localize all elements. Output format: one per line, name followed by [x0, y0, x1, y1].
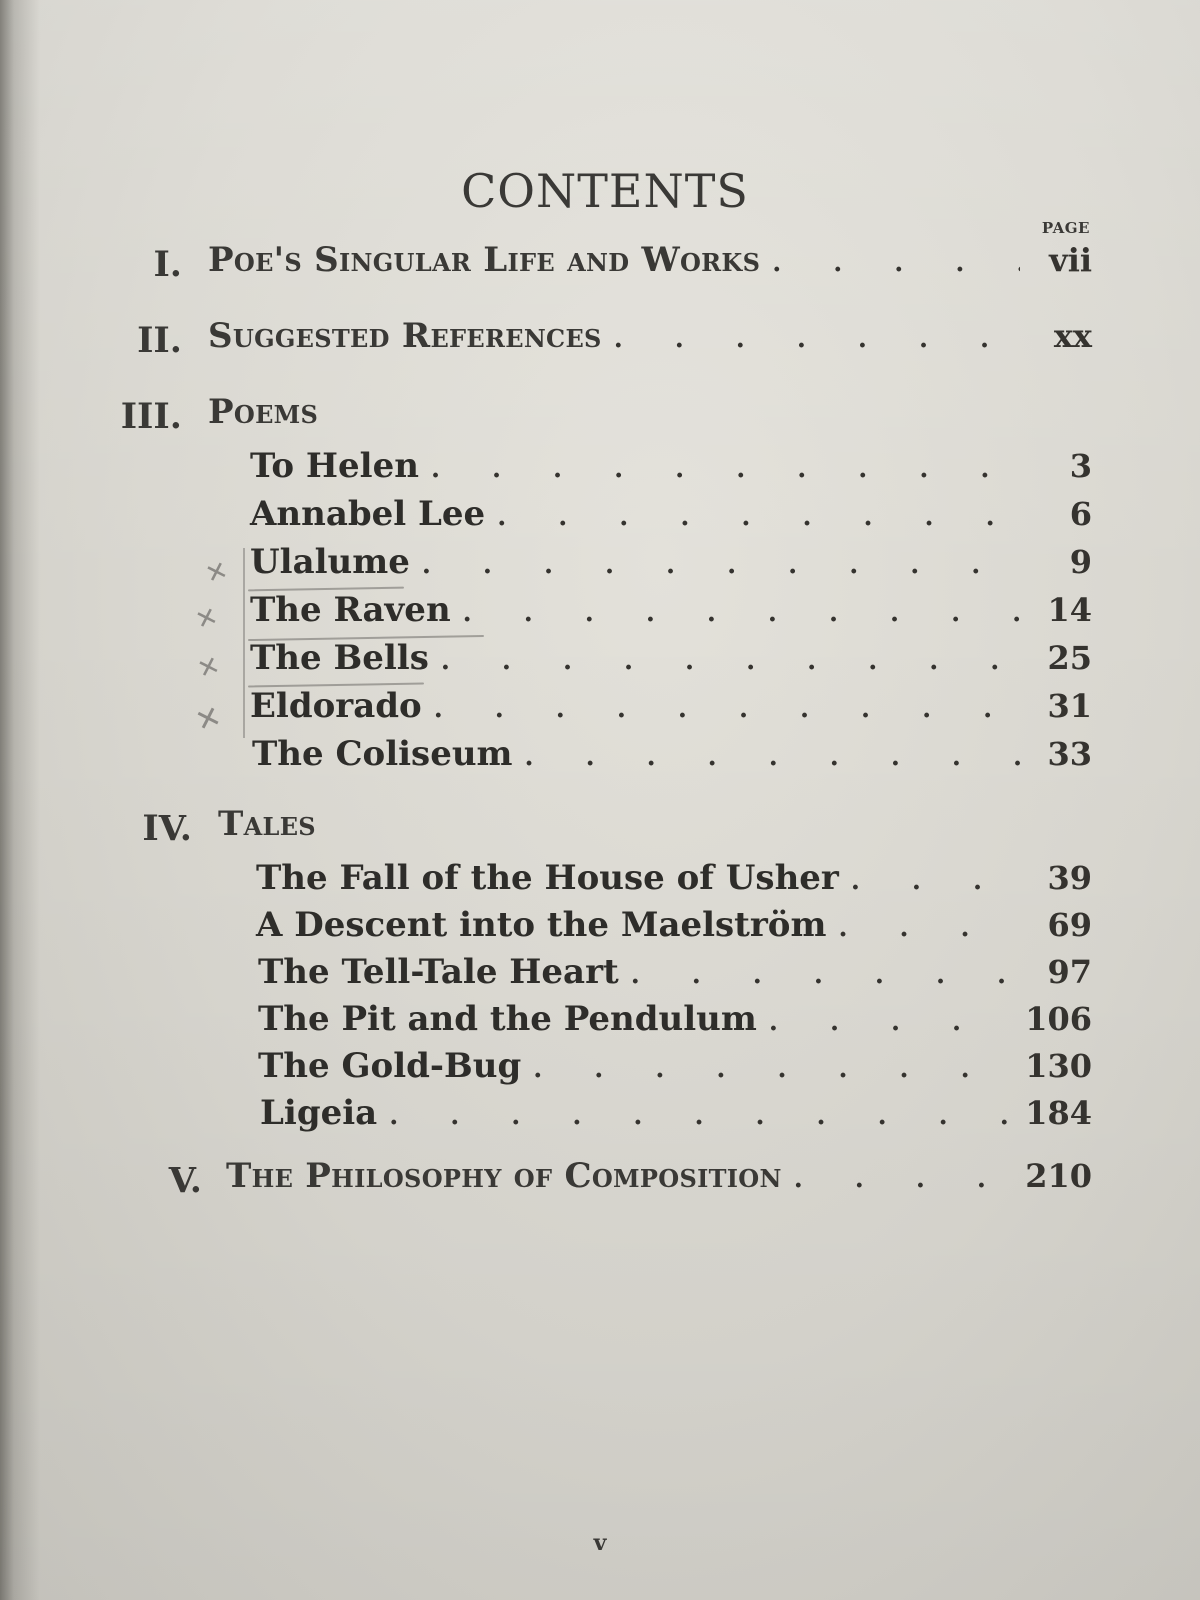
entry-title: The Tell-Tale Heart	[258, 952, 619, 992]
section-numeral: I.	[153, 244, 182, 285]
toc-row-section-3[interactable]	[208, 392, 1092, 440]
dot-leader	[602, 324, 1020, 354]
dot-leader	[485, 502, 1020, 532]
page-number: 14	[1047, 591, 1092, 629]
toc-row-tale[interactable]	[258, 952, 1092, 1000]
pencil-check-icon: ✕	[201, 555, 232, 591]
page-number: 39	[1047, 859, 1092, 897]
entry-title: A Descent into the Maelström	[256, 905, 827, 945]
page-number: 31	[1047, 687, 1092, 725]
toc-row-tale[interactable]	[258, 999, 1092, 1047]
dot-leader	[521, 1054, 1013, 1084]
page-number: 9	[1069, 543, 1092, 581]
page-number: 97	[1047, 953, 1092, 991]
page-number: 6	[1069, 495, 1092, 533]
entry-title: The Coliseum	[252, 734, 513, 774]
entry-title: The Gold-Bug	[258, 1046, 522, 1086]
toc-row-poem[interactable]	[250, 446, 1092, 494]
dot-leader	[760, 248, 1020, 278]
section-title: Poems	[208, 392, 319, 432]
dot-leader	[826, 913, 1020, 943]
dot-leader	[422, 694, 1020, 724]
entry-title: Ulalume	[250, 542, 410, 582]
dot-leader	[377, 1101, 1013, 1131]
entry-title: Ligeia	[260, 1093, 378, 1133]
page-number: 184	[1025, 1094, 1092, 1132]
dot-leader	[410, 550, 1020, 580]
section-title: Suggested References	[208, 316, 602, 356]
page-number: 130	[1025, 1047, 1092, 1085]
page-number: 106	[1025, 1000, 1092, 1038]
toc-row-section-2[interactable]	[208, 316, 1092, 364]
toc-row-poem[interactable]	[250, 494, 1092, 542]
toc-row-tale[interactable]	[256, 905, 1092, 953]
entry-title: The Pit and the Pendulum	[258, 999, 757, 1039]
entry-title: Annabel Lee	[250, 494, 486, 534]
toc-row-poem[interactable]	[250, 638, 1092, 686]
pencil-check-icon: ✕	[191, 698, 226, 741]
dot-leader	[429, 646, 1020, 676]
entry-title: The Bells	[250, 638, 429, 678]
page-number: 25	[1047, 639, 1092, 677]
entry-title: The Fall of the House of Usher	[256, 858, 839, 898]
entry-title: Eldorado	[250, 686, 422, 726]
page-number: 69	[1047, 906, 1092, 944]
page-number: 3	[1069, 447, 1092, 485]
pencil-margin-line	[243, 548, 245, 738]
page-number: 33	[1047, 735, 1092, 773]
entry-title: To Helen	[250, 446, 419, 486]
page-number: vii	[1049, 241, 1092, 279]
dot-leader	[419, 454, 1020, 484]
toc-row-poem[interactable]	[252, 734, 1092, 782]
section-title: The Philosophy of Composition	[226, 1156, 782, 1196]
toc-row-tale[interactable]	[260, 1093, 1092, 1141]
dot-leader	[451, 598, 1020, 628]
dot-leader	[513, 742, 1020, 772]
section-numeral: II.	[137, 320, 182, 361]
toc-row-poem[interactable]	[250, 686, 1092, 734]
toc-row-section-1[interactable]	[208, 240, 1092, 288]
section-numeral: III.	[120, 396, 182, 437]
dot-leader	[757, 1007, 1013, 1037]
toc-row-tale[interactable]	[256, 858, 1092, 906]
toc-row-poem[interactable]	[250, 590, 1092, 638]
page-folio: v	[593, 1530, 607, 1556]
pencil-check-icon: ✕	[193, 650, 224, 686]
dot-leader	[782, 1164, 1013, 1194]
dot-leader	[839, 866, 1020, 896]
entry-title: The Raven	[250, 590, 451, 630]
toc-row-tale[interactable]	[258, 1046, 1092, 1094]
page-number: 210	[1025, 1157, 1092, 1195]
pencil-check-icon: ✕	[191, 601, 222, 637]
section-title: Poe's Singular Life and Works	[208, 240, 761, 280]
dot-leader	[619, 960, 1020, 990]
toc-row-section-4[interactable]	[218, 804, 1092, 852]
page-column-label: PAGE	[1041, 219, 1090, 237]
contents-title: CONTENTS	[461, 164, 749, 218]
section-title: Tales	[218, 804, 316, 844]
page-number: xx	[1053, 317, 1092, 355]
section-numeral: V.	[168, 1160, 202, 1201]
toc-row-section-5[interactable]	[226, 1156, 1092, 1204]
section-numeral: IV.	[142, 808, 192, 849]
toc-row-poem[interactable]	[250, 542, 1092, 590]
